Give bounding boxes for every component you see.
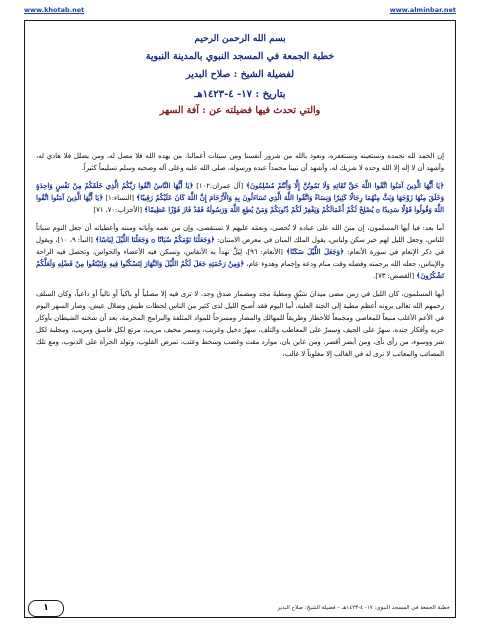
quran-verse: ﴿يَا أَيُّهَا النَّاسُ اتَّقُوا رَبَّكُمُ الَّذِي خَلَقَكُمْ مِنْ نَفْسٍ وَاحِدَةٍ وَخَلَقَ مِنْهَا زَوْجَهَا وَبَثَّ مِنْهُمَا رِجَالًا كَثِيرًا وَنِسَاءً وَاتَّقُوا اللَّهَ الَّذِي تَسَاءَلُونَ بِهِ وَالْأَرْحَامَ إِنَّ اللَّهَ كَانَ عَلَيْكُمْ رَقِيبًا﴾ <box>36 182 445 202</box>
verse-reference: [الأنعام: ٩٦] <box>247 248 283 256</box>
sermon-body <box>36 150 444 366</box>
body-text: أما بعد: فيا أيها المسلمون، إن مننَ الله على عباده لا تُحصى، ونعمَه عليهم لا تستقصى، وإن من نعمه وآياته ومننه وأعطياته أن جعل النوم سباتاً للناس، وجعل الليل لهم خير سكن ولباس، يقول الملك المنان في معرض الامتنان: <box>36 224 444 244</box>
quran-verse: ﴿يَا أَيُّهَا الَّذِينَ آمَنُوا اتَّقُوا اللَّهَ وَقُولُوا قَوْلًا سَدِيدًا ۞ يُصْلِحْ لَكُمْ أَعْمَالَكُمْ وَيَغْفِرْ لَكُمْ ذُنُوبَكُمْ وَمَنْ يُطِعِ اللَّهَ وَرَسُولَهُ فَقَدْ فَازَ فَوْزًا عَظِيمًا﴾ <box>36 194 444 214</box>
paragraph-opening <box>36 150 444 174</box>
sermon-topic: والتي تحدث فيها فضيلته عن : آفة السهر <box>159 104 321 116</box>
khotab-link[interactable]: www.khotab.net <box>24 6 85 14</box>
verse-reference: [القصص: ٧٣]. <box>373 272 415 280</box>
page-footer <box>24 602 456 616</box>
quran-verse: ﴿وَجَعَلْنَا نَوْمَكُمْ سُبَاتًا ۞ وَجَعَلْنَا اللَّيْلَ لِبَاسًا﴾ <box>95 236 215 244</box>
top-links <box>24 6 456 18</box>
sermon-date: بتاريخ : ١٧- ٤-١٤٢٣هـ <box>194 88 286 100</box>
alminbar-link[interactable]: www.alminbar.net <box>389 6 456 14</box>
opening-text: إن الحمد لله نحمده ونستعينه ونستغفره، ونعوذ بالله من شرور أنفسنا ومن سيئات أعمالنا، من يهده الله فلا مضل له، ومن يضلل فلا هادي له، وأشهد أن لا إله إلا الله وحده لا شريك له، وأشهد أن نبينا محمداً عبده ورسوله، صلى الله عليه وعلى آله وصحبه وسلم تسليماً كثيراً. <box>36 152 444 172</box>
body-text: ، لِيَلَّ تهدأ به الأنفاس، وتسكن فيه الأعضاء والحواس، وتحصل فيه الراحة والإيناس، جعله الله برحمته وفضله وقت منام ودعة وإجمام وهدوء عام، <box>36 248 444 268</box>
verse-reference: [النبأ: ٩، ١٠] <box>57 236 93 244</box>
body-text: ، ويقول في ذكر الإنعام في سورة الأنعام: <box>36 236 444 256</box>
basmala: بسم الله الرحمن الرحيم <box>194 34 286 44</box>
paragraph-verses <box>36 180 444 216</box>
body-text: أيها المسلمون، كان الليل في زمن مضى ميدانَ سَبْقٍ ومطيةَ مجد ومضمار صدق وجد، لا ترى فيه إلا مصلياً أو باكياً أو تالياً أو داعياً، وكان السلف رحمهم الله تعالى يرونه أعظم مطية إلى الجنة العلية، أما اليوم فقد أصبح الليل لدى كثير من الناس لحظات طيش وضلال عيش، وصار السهر اليوم في الأعم الأغلب منبعاً للمعاصي ومجمعاً للأخطار وطريقاً للمهالك والمضار ومسرحاً للمواد المثلفة والبرامج المحرمة، بعد أن شحنه الشيطان بأوكار حزبه وأفكار جنده، سهرٌ على الجيف وسمرٌ على المعاطب والتلف، سهرٌ دخيل وغريب، وسمر مخيف مريب، مرتع لكل فاسق ومريب، ومجلبة لكل شر ووسوء، من رأى نأى، ومن أبصر أقصر، ومن عاين بان، موارد مقت وغضب وسخط وعتب، تمرض القلوب، وتولد الجرأة على الذنوب، ومع تلك المصائب والمعاتب لا نرى له في الغالب إلا مغلوباً لا غالب، <box>36 290 444 358</box>
sermon-header <box>24 34 456 116</box>
quran-verse: ﴿وَمِنْ رَحْمَتِهِ جَعَلَ لَكُمُ اللَّيْلَ وَالنَّهَارَ لِتَسْكُنُوا فِيهِ وَلِتَبْتَغُوا مِنْ فَضْلِهِ وَلَعَلَّكُمْ تَشْكُرُونَ﴾ <box>36 260 444 280</box>
verse-reference: [النساء:١] <box>105 194 134 202</box>
quran-verse: ﴿يَا أَيُّهَا الَّذِينَ آمَنُوا اتَّقُوا اللَّهَ حَقَّ تُقَاتِهِ وَلَا تَمُوتُنَّ إِلَّا وَأَنْتُمْ مُسْلِمُونَ﴾ <box>246 182 444 190</box>
sermon-title: خطبة الجمعة في المسجد النبوي بالمدينة النبوية <box>145 50 335 62</box>
sheikh-name: لفضيلة الشيخ : صلاح البدير <box>186 69 294 81</box>
verse-reference: [آل عمران:١٠٢] <box>196 182 244 190</box>
page-number: ١ <box>28 600 64 617</box>
paragraph-night-vigil <box>36 288 444 360</box>
paragraph-night-blessing <box>36 222 444 282</box>
footer-caption: خطبة الجمعة في المسجد النبوي: ١٧- ٤-١٤٢٣هـ – فضيلة الشيخ: صلاح البدير <box>277 605 450 611</box>
verse-reference: [الأحزاب:٧٠، ٧١] <box>93 206 142 214</box>
quran-verse: ﴿وَجَعَلَ اللَّيْلَ سَكَنًا﴾ <box>286 248 344 256</box>
